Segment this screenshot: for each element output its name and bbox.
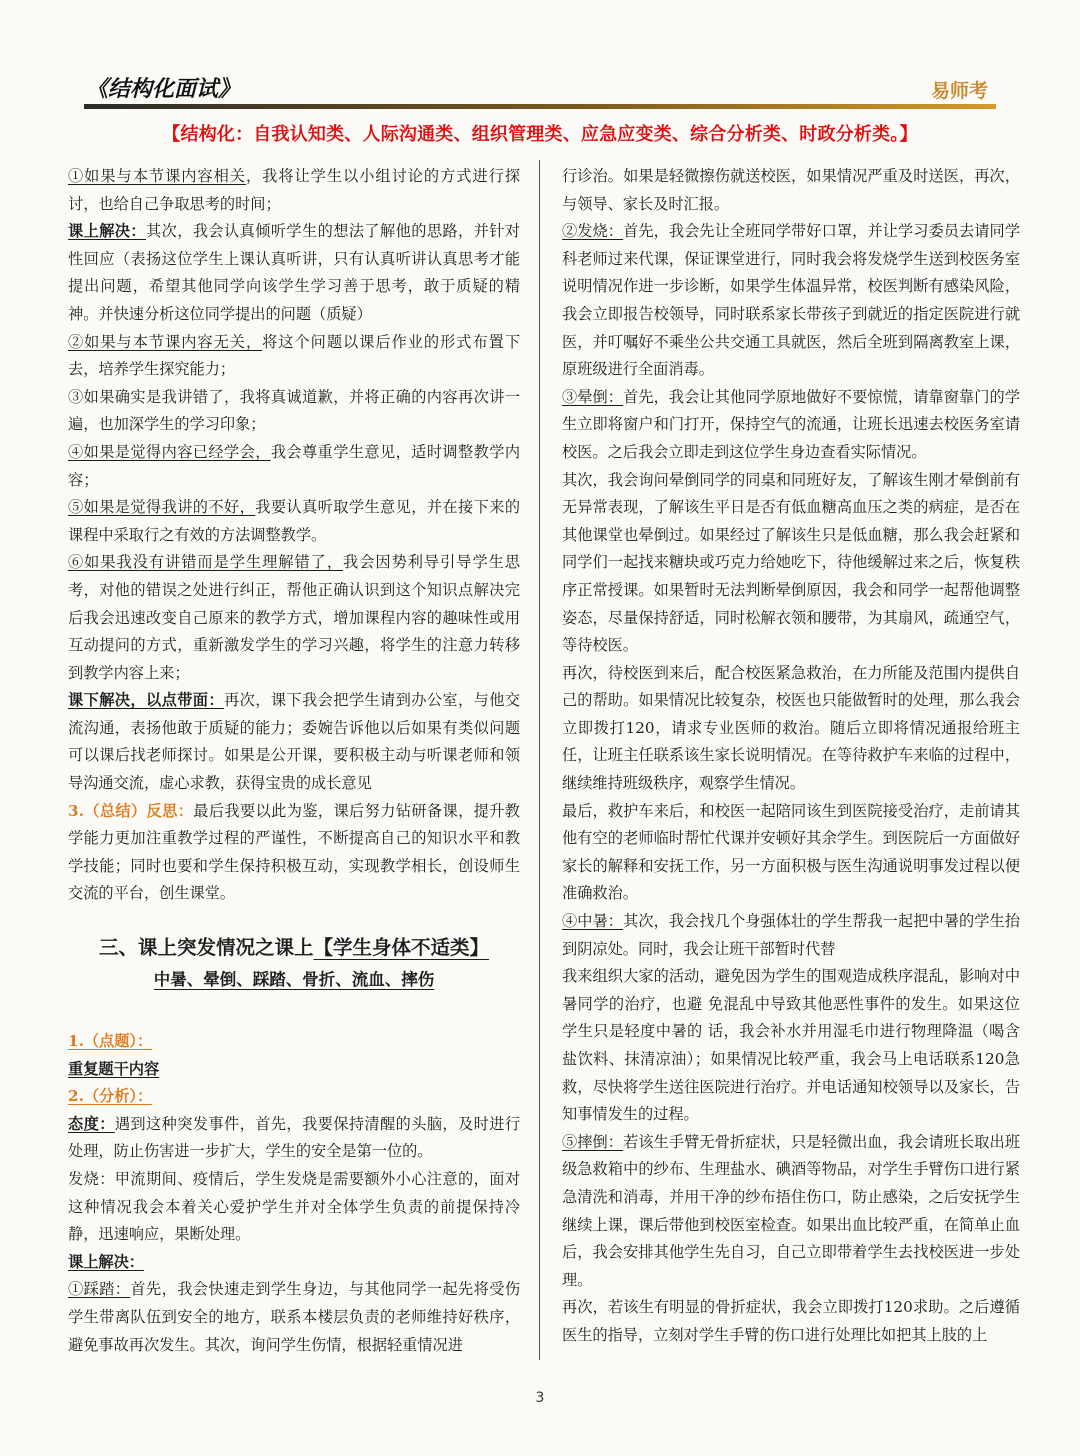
paragraph: 3.（总结）反思：最后我要以此为鉴，课后努力钻研备课，提升教学能力更加注重教学过程的严谨性，不断提高自己的知识水平和教学技能；同时也要和学生保持积极互动，实现教学相长，创设师生交流的平台，创生课堂。 (68, 801, 520, 903)
paragraph: 最后，救护车来后，和校医一起陪同该生到医院接受治疗，走前请其他有空的老师临时帮忙代课并安顿好其余学生。到医院后一方面做好家长的解释和安抚工作，另一方面积极与医生沟通说明事发过程以便准确救治。 (562, 801, 1020, 903)
item-label: ②发烧： (562, 222, 624, 241)
paragraph: 课上解决：其次，我会认真倾听学生的想法了解他的思路，并针对性回应（表扬这位学生上课认真听讲，只有认真听讲认真思考才能提出问题，希望其他同学向该学生学习善于思考，敢于质疑的精神。并快速分析这位同学提出的问题（质疑） (68, 222, 520, 323)
paragraph: ④中暑：其次，我会找几个身强体壮的学生帮我一起把中暑的学生抬到阴凉处。同时，我会让班干部暂时代替 (562, 912, 1020, 958)
right-column (562, 163, 1020, 1363)
paragraph: ②发烧：首先，我会先让全班同学带好口罩，并让学习委员去请同学科老师过来代课，保证课堂进行，同时我会将发烧学生送到校医务室说明情况作进一步诊断，如果学生体温异常，校医判断有感染风险，我会立即报告校领导，同时联系家长带孩子到就近的指定医院进行就医，并叮嘱好不乘坐公共交通工具就医，然后全班到隔离教室上课，原班级进行全面消毒。 (562, 222, 1020, 379)
paragraph: ①踩踏：首先，我会快速走到学生身边，与其他同学一起先将受伤学生带离队伍到安全的地方，联系本楼层负责的老师维持好秩序，避免事故再次发生。其次，询问学生伤情，根据轻重情况进 (68, 1280, 520, 1353)
paragraph: ①如果与本节课内容相关，我将让学生以小组讨论的方式进行探讨，也给自己争取思考的时间； (68, 167, 520, 213)
item-label: ①如果与本节课内容相关 (68, 167, 246, 185)
paragraph: ④如果是觉得内容已经学会，我会尊重学生意见，适时调整教学内容； (68, 442, 520, 489)
paragraph: ⑤摔倒：若该生手臂无骨折症状，只是轻微出血，我会请班长取出班级急救箱中的纱布、生理盐水、碘酒等物品，对学生手臂伤口进行紧急清洗和消毒，并用干净的纱布捂住伤口，防止感染，之后安抚学生继续上课，课后带他到校医室检查。如果出血比较严重，在简单止血后，我会安排其他学生先自习，自己立即带着学生去找校医进一步处理。 (562, 1132, 1020, 1289)
paragraph: ⑤如果是觉得我讲的不好，我要认真听取学生意见，并在接下来的课程中采取行之有效的方法调整教学。 (68, 498, 520, 544)
item-label: ③晕倒： (562, 387, 624, 406)
paragraph: ③如果确实是我讲错了，我将真诚道歉，并将正确的内容再次讲一遍，也加深学生的学习印象； (68, 387, 520, 434)
column-divider (539, 160, 540, 1360)
paragraph: ⑥如果我没有讲错而是学生理解错了，我会因势利导引导学生思考，对他的错误之处进行纠正，帮他正确认识到这个知识点解决完后我会迅速改变自己原来的教学方式，增加课程内容的趣味性或用互动提问的方式，重新激发学生的学习兴趣，将学生的注意力转移到教学内容上来； (68, 553, 520, 682)
item-label: 课上解决： (68, 222, 147, 241)
item-label: ①踩踏： (68, 1280, 131, 1299)
brand-name: 易师考 (930, 80, 988, 102)
paragraph: ②如果与本节课内容无关，将这个问题以课后作业的形式布置下去，培养学生探究能力； (68, 332, 520, 379)
item-label: 课下解决，以点带面： (68, 691, 225, 710)
step-heading: 1.（点题）： (68, 1032, 153, 1051)
item-label: ②如果与本节课内容无关， (68, 332, 263, 351)
paragraph: 再次，若该生有明显的骨折症状，我会立即拨打120求助。之后遵循医生的指导，立刻对学生手臂的伤口进行处理比如把其上肢的上 (562, 1298, 1020, 1344)
left-column (68, 163, 520, 1353)
paragraph: 课下解决，以点带面：再次，课下我会把学生请到办公室，与他交流沟通，表扬他敢于质疑的能力；委婉告诉他以后如果有类似问题可以课后找老师探讨。如果是公开课，要积极主动与听课老师和领导沟通交流，虚心求教，获得宝贵的成长意见 (68, 691, 520, 793)
paragraph: 其次，我会询问晕倒同学的同桌和同班好友，了解该生刚才晕倒前有无异常表现，了解该生平日是否有低血糖高血压之类的病症，是否在其他课堂也晕倒过。如果经过了解该生只是低血糖，那么我会赶紧和同学们一起找来糖块或巧克力给她吃下，待他缓解过来之后，恢复秩序正常授课。如果暂时无法判断晕倒原因，我会和同学一起帮他调整姿态，尽量保持舒适，同时松解衣领和腰带，为其扇风，疏通空气，等待校医。 (562, 470, 1020, 655)
section-subtitle: 中暑、晕倒、踩踏、骨折、流血、摔伤 (153, 970, 435, 990)
category-subtitle: 【结构化：自我认知类、人际沟通类、组织管理类、应急应变类、综合分析类、时政分析类。】 (162, 124, 918, 145)
item-label: ⑤摔倒： (562, 1132, 624, 1151)
summary-label: 3.（总结）反思： (68, 801, 194, 820)
item-label: ⑥如果我没有讲错而是学生理解错了， (68, 553, 344, 572)
item-label: ④中暑： (562, 912, 624, 931)
step-heading: 2.（分析）： (68, 1087, 153, 1106)
paragraph: 再次，待校医到来后，配合校医紧急救治，在力所能及范围内提供自己的帮助。如果情况比较复杂，校医也只能做暂时的处理，那么我会立即拨打120，请求专业医师的救治。随后立即将情况通报给班主任，让班主任联系该生家长说明情况。在等待救护车来临的过程中，继续维持班级秩序，观察学生情况。 (562, 663, 1020, 793)
paragraph: ③晕倒：首先，我会让其他同学原地做好不要惊慌，请靠窗靠门的学生立即将窗户和门打开，保持空气的流通，让班长迅速去校医务室请校医。之后我会立即走到这位学生身边查看实际情况。 (562, 387, 1020, 461)
document-title: 《结构化面试》 (86, 76, 241, 102)
paragraph: 我来组织大家的活动，避免因为学生的围观造成秩序混乱，影响对中暑同学的治疗，也避 免混乱中导致其他恶性事件的发生。如果这位学生只是轻度中暑的 话，我会补水并用湿毛巾进行物理降温（喝含盐饮料、抹清凉油）；如果情况比较严重，我会马上电话联系120急救，尽快将学生送往医院进行治疗。并电话通知校领导以及家长，告知事情发生的过程。 (562, 967, 1020, 1124)
paragraph: 发烧：甲流期间、疫情后，学生发烧是需要额外小心注意的，面对这种情况我会本着关心爱护学生并对全体学生负责的前提保持冷静，迅速响应，果断处理。 (68, 1170, 520, 1244)
step-content: 重复题干内容 (68, 1059, 160, 1078)
header-rule (84, 104, 996, 109)
item-label: 态度： (68, 1114, 115, 1133)
item-label: ④如果是觉得内容已经学会， (68, 442, 271, 461)
page-number: 3 (535, 1390, 545, 1406)
section-title: 三、课上突发情况之课上【学生身体不适类】 (98, 936, 490, 960)
paragraph: 态度：遇到这种突发事件，首先，我要保持清醒的头脑，及时进行处理，防止伤害进一步扩大，学生的安全是第一位的。 (68, 1114, 520, 1161)
paragraph: 行诊治。如果是轻微擦伤就送校医，如果情况严重及时送医，再次，与领导、家长及时汇报。 (562, 167, 1020, 213)
item-label: ⑤如果是觉得我讲的不好， (68, 498, 256, 517)
step-heading: 课上解决： (68, 1252, 144, 1271)
